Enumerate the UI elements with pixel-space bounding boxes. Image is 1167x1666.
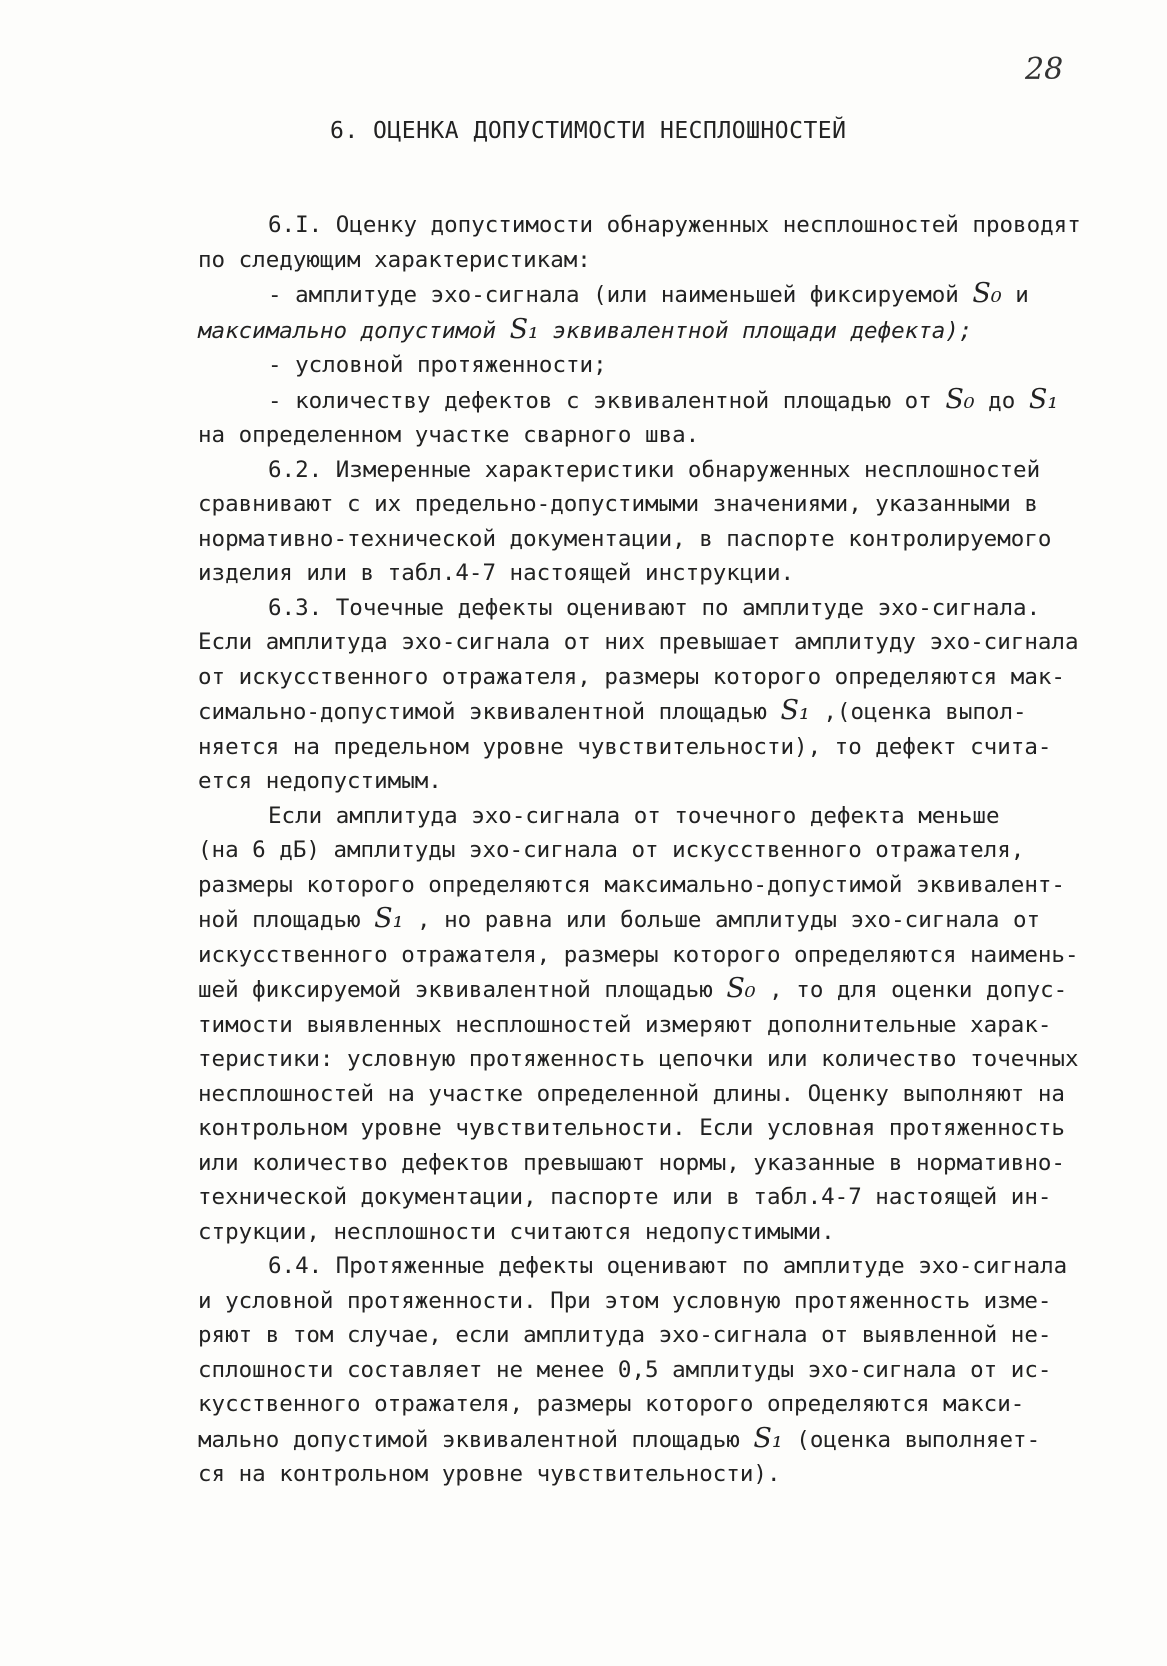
text-line: кусственного отражателя, размеры которого определяются макси- — [198, 1391, 1025, 1417]
text-line: размеры которого определяются максимально-допустимой эквивалент- — [198, 871, 1065, 898]
symbol-s0: S₀ — [972, 278, 1002, 309]
text-line: технической документации, паспорте или в табл.4-7 настоящей ин- — [198, 1184, 1052, 1210]
text-line: искусственного отражателя, размеры которого определяются наимень- — [198, 941, 1079, 968]
text-line: сравнивают с их предельно-допустимыми значениями, указанными в — [198, 491, 1038, 517]
symbol-s0: S₀ — [726, 973, 756, 1004]
text-line: няется на предельном уровне чувствительности), то дефект счита- — [198, 733, 1052, 760]
text-line: максимально допустимой S₁ эквивалентной площади дефекта); — [198, 313, 973, 345]
text-line: ется недопустимым. — [198, 768, 442, 794]
text-line: (на 6 дБ) амплитуды эхо-сигнала от искусственного отражателя, — [198, 837, 1025, 863]
text-line: сплошности составляет не менее 0,5 амплитуды эхо-сигнала от ис- — [198, 1356, 1052, 1383]
text-line: нормативно-технической документации, в паспорте контролируемого — [198, 525, 1052, 552]
text-line: ной площадью S₁ , но равна или больше амплитуды эхо-сигнала от — [198, 903, 1041, 934]
text-line: Если амплитуда эхо-сигнала от точечного дефекта меньше — [268, 802, 1000, 829]
list-item: - амплитуде эхо-сигнала (или наименьшей фиксируемой S₀ и — [268, 278, 1029, 309]
text-line: 6.I. Оценку допустимости обнаруженных несплошностей проводят — [268, 212, 1081, 238]
text-line: теристики: условную протяженность цепочки или количество точечных — [198, 1046, 1079, 1072]
page-number: 28 — [1025, 52, 1064, 87]
paragraph-6-1 — [198, 208, 1143, 453]
paragraph-6-3-continued — [198, 799, 1143, 1250]
list-item: - количеству дефектов с эквивалентной площадью от S₀ до S₁ — [268, 383, 1059, 415]
text-line: изделия или в табл.4-7 настоящей инструкции. — [198, 560, 795, 586]
text-line: симально-допустимой эквивалентной площадью S₁ ,(оценка выпол- — [198, 695, 1027, 726]
symbol-s0: S₀ — [945, 383, 975, 415]
paragraph-6-4 — [198, 1249, 1143, 1492]
text-line: на определенном участке сварного шва. — [198, 422, 700, 448]
symbol-s1: S₁ — [1028, 383, 1059, 415]
paragraph-6-2 — [198, 453, 1143, 591]
text-line: или количество дефектов превышают нормы, указанные в нормативно- — [198, 1149, 1065, 1176]
symbol-s1: S₁ — [374, 903, 404, 934]
text-line: мально допустимой эквивалентной площадью S₁ (оценка выполняет- — [198, 1422, 1041, 1454]
text-line: по следующим характеристикам: — [198, 246, 591, 273]
text-line: ся на контрольном уровне чувствительности). — [198, 1461, 781, 1487]
text-line: струкции, несплошности считаются недопустимыми. — [198, 1218, 835, 1245]
text-line: контрольном уровне чувствительности. Если условная протяженность — [198, 1115, 1065, 1141]
list-item: - условной протяженности; — [268, 352, 607, 378]
text-line: ряют в том случае, если амплитуда эхо-сигнала от выявленной не- — [198, 1322, 1052, 1348]
text-line: 6.4. Протяженные дефекты оценивают по амплитуде эхо-сигнала — [268, 1253, 1068, 1279]
text-line: от искусственного отражателя, размеры которого определяются мак- — [198, 663, 1065, 690]
text-line: несплошностей на участке определенной длины. Оценку выполняют на — [198, 1080, 1065, 1107]
section-heading: 6. ОЦЕНКА ДОПУСТИМОСТИ НЕСПЛОШНОСТЕЙ — [330, 118, 847, 144]
paragraph-6-3 — [198, 591, 1143, 799]
text-line: 6.3. Точечные дефекты оценивают по амплитуде эхо-сигнала. — [268, 594, 1041, 621]
symbol-s1: S₁ — [780, 695, 810, 726]
text-line: 6.2. Измеренные характеристики обнаруженных несплошностей — [268, 456, 1041, 483]
text-line: тимости выявленных несплошностей измеряют дополнительные харак- — [198, 1011, 1052, 1038]
text-line: шей фиксируемой эквивалентной площадью S₀ , то для оценки допус- — [198, 973, 1068, 1004]
text-line: Если амплитуда эхо-сигнала от них превышает амплитуду эхо-сигнала — [198, 629, 1079, 655]
document-body — [198, 208, 1143, 1492]
symbol-s1: S₁ — [509, 313, 539, 345]
symbol-s1: S₁ — [753, 1422, 783, 1454]
text-line: и условной протяженности. При этом условную протяженность изме- — [198, 1287, 1052, 1314]
